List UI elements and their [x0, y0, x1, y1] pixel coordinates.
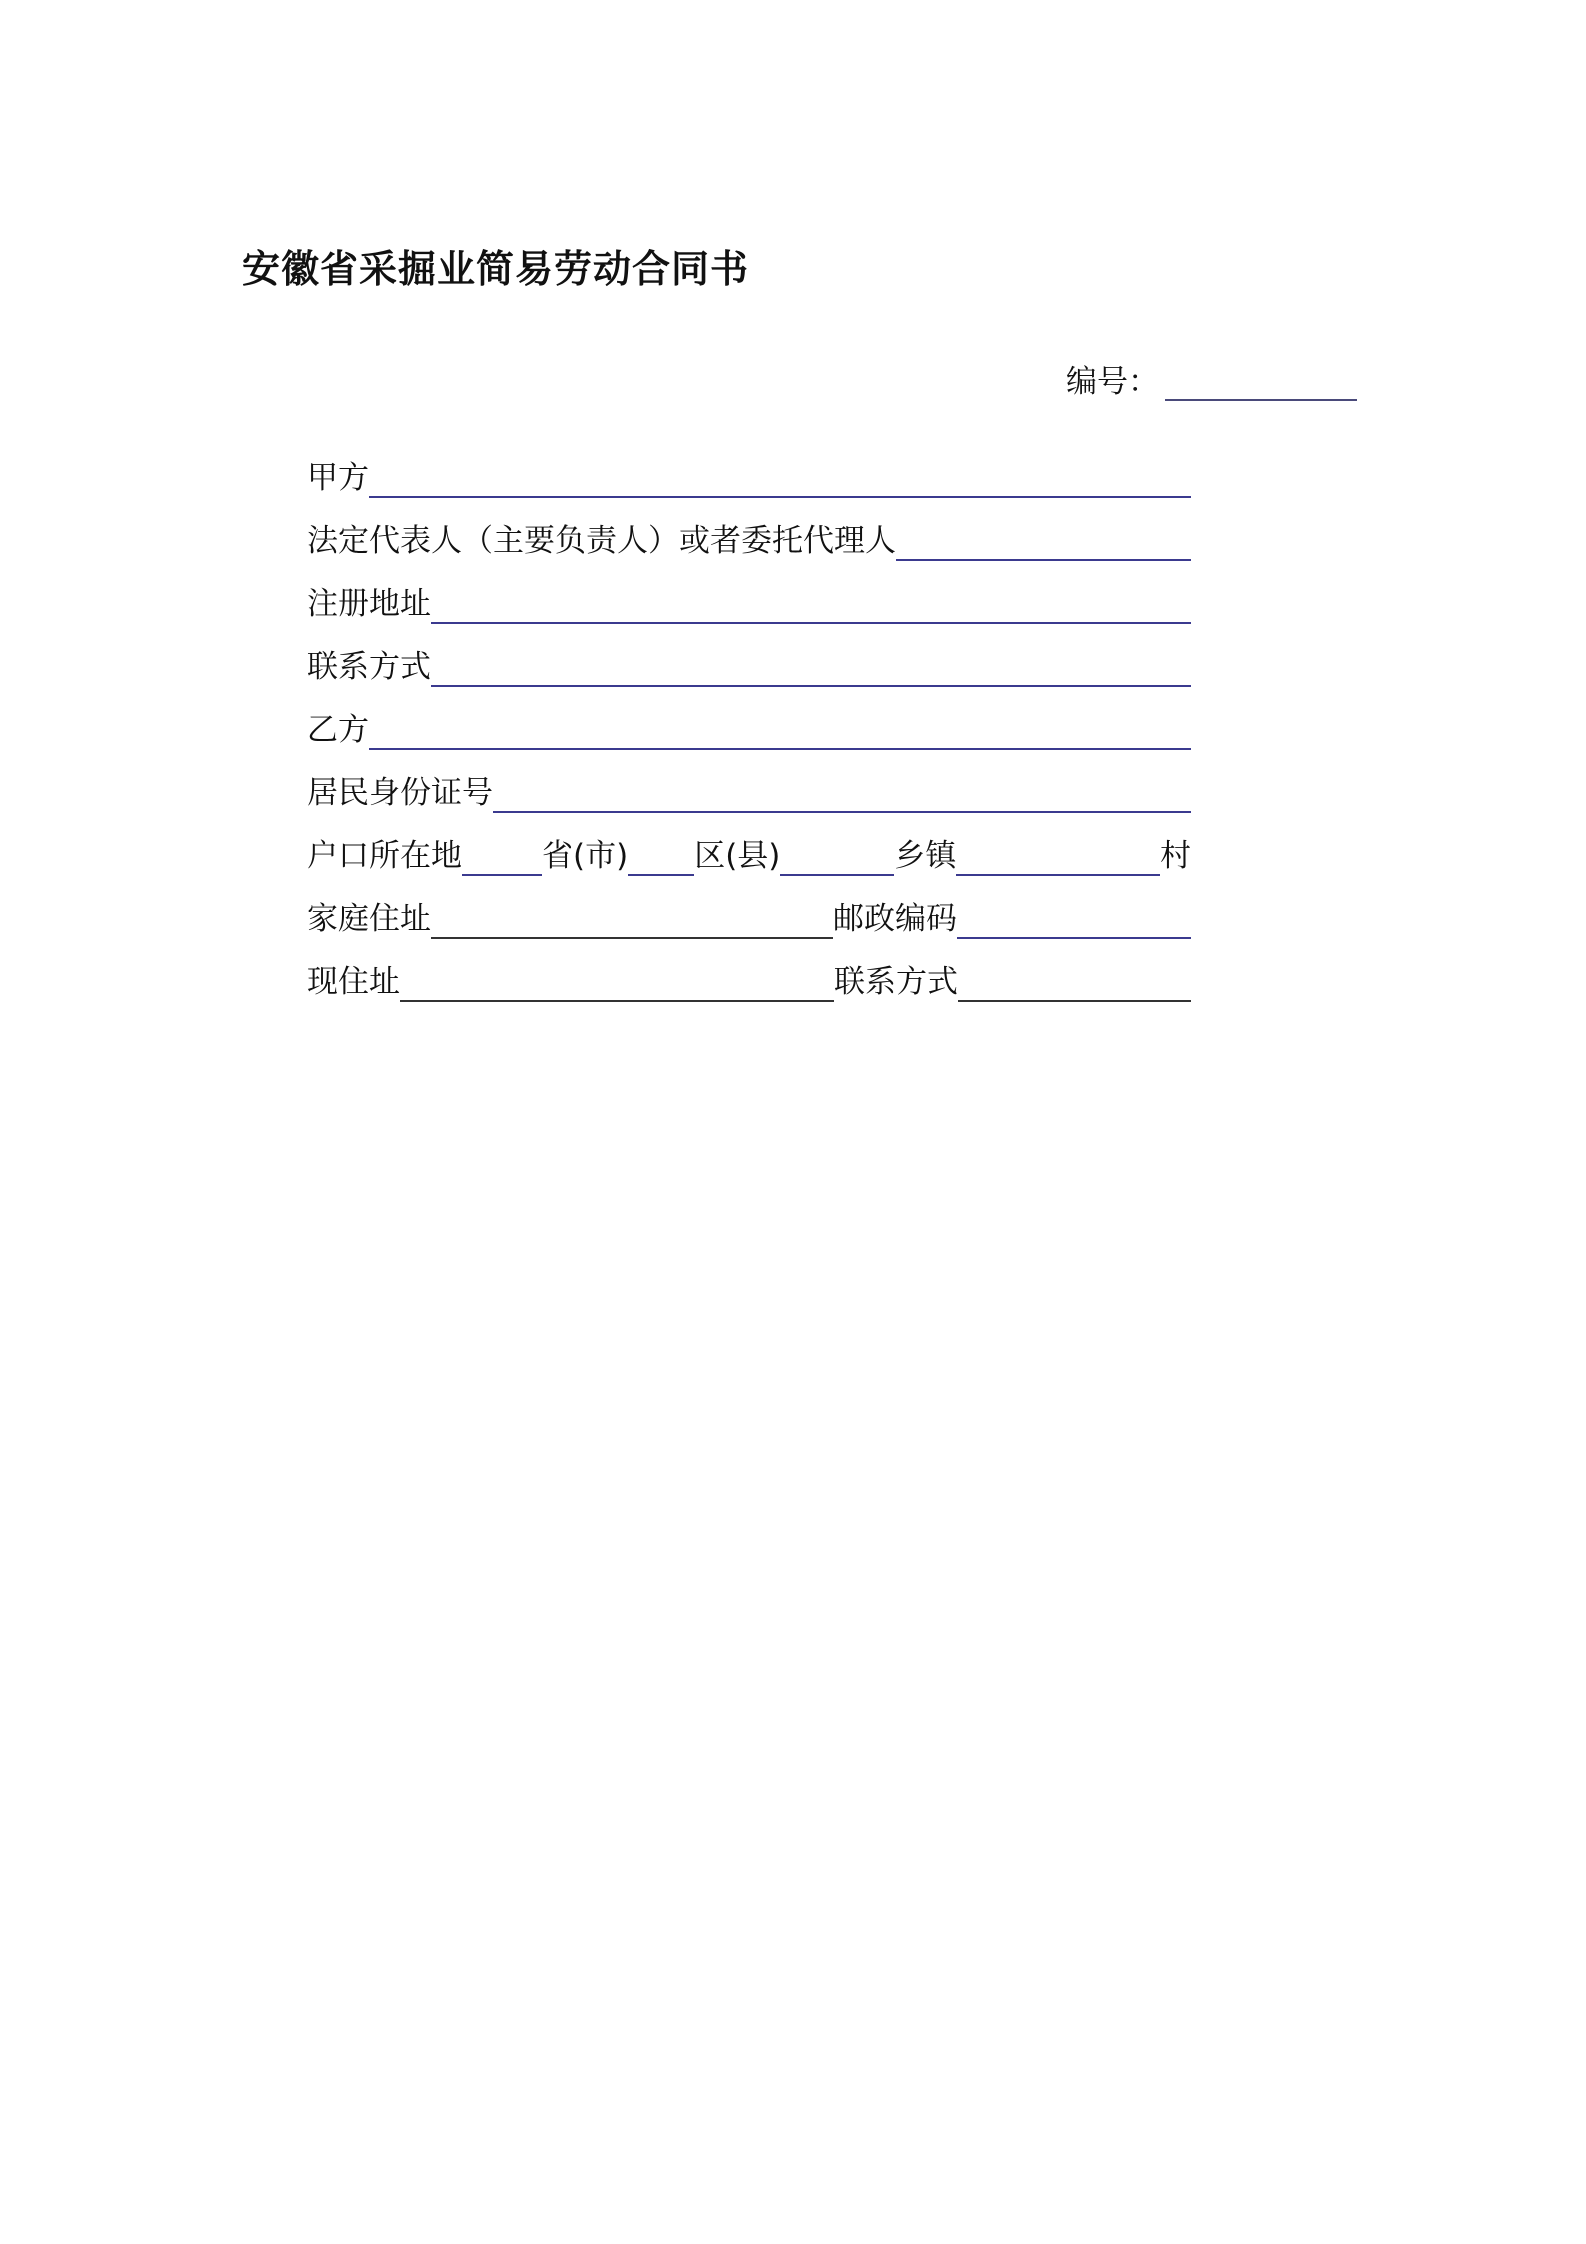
contact-a-row — [307, 643, 1191, 687]
legal-rep-label: 法定代表人（主要负责人）或者委托代理人 — [307, 523, 896, 559]
serial-number-label: 编号： — [1066, 364, 1159, 400]
township-label: 乡镇 — [894, 838, 957, 874]
party-b-row — [307, 706, 1191, 750]
id-number-blank[interactable] — [493, 777, 1191, 813]
party-b-blank[interactable] — [369, 714, 1191, 750]
legal-rep-row — [307, 517, 1191, 561]
province-label: 省(市) — [542, 838, 629, 874]
reg-address-blank[interactable] — [431, 588, 1191, 624]
current-address-label: 现住址 — [307, 964, 400, 1000]
serial-number-row — [1066, 356, 1357, 401]
party-a-blank[interactable] — [369, 462, 1191, 498]
household-row — [307, 832, 1191, 876]
household-label: 户口所在地 — [307, 838, 462, 874]
id-number-label: 居民身份证号 — [307, 775, 493, 811]
contact-a-label: 联系方式 — [307, 649, 431, 685]
legal-rep-blank[interactable] — [896, 525, 1191, 561]
postal-code-label: 邮政编码 — [833, 901, 957, 937]
village-blank[interactable] — [956, 840, 1160, 876]
current-address-row — [307, 958, 1191, 1002]
township-blank[interactable] — [780, 840, 894, 876]
document-title: 安徽省采掘业简易劳动合同书 — [242, 247, 750, 291]
home-address-label: 家庭住址 — [307, 901, 431, 937]
reg-address-row — [307, 580, 1191, 624]
current-address-blank[interactable] — [400, 966, 834, 1002]
district-blank[interactable] — [628, 840, 694, 876]
reg-address-label: 注册地址 — [307, 586, 431, 622]
party-a-row — [307, 454, 1191, 498]
village-label: 村 — [1160, 838, 1191, 874]
contact-b-blank[interactable] — [958, 966, 1191, 1002]
district-label: 区(县) — [694, 838, 781, 874]
serial-number-blank[interactable] — [1165, 369, 1357, 401]
contact-b-label: 联系方式 — [834, 964, 958, 1000]
contact-a-blank[interactable] — [431, 651, 1191, 687]
home-address-blank[interactable] — [431, 903, 833, 939]
province-blank[interactable] — [462, 840, 542, 876]
id-number-row — [307, 769, 1191, 813]
party-b-label: 乙方 — [307, 712, 369, 748]
home-address-row — [307, 895, 1191, 939]
party-a-label: 甲方 — [307, 460, 369, 496]
postal-code-blank[interactable] — [957, 903, 1191, 939]
